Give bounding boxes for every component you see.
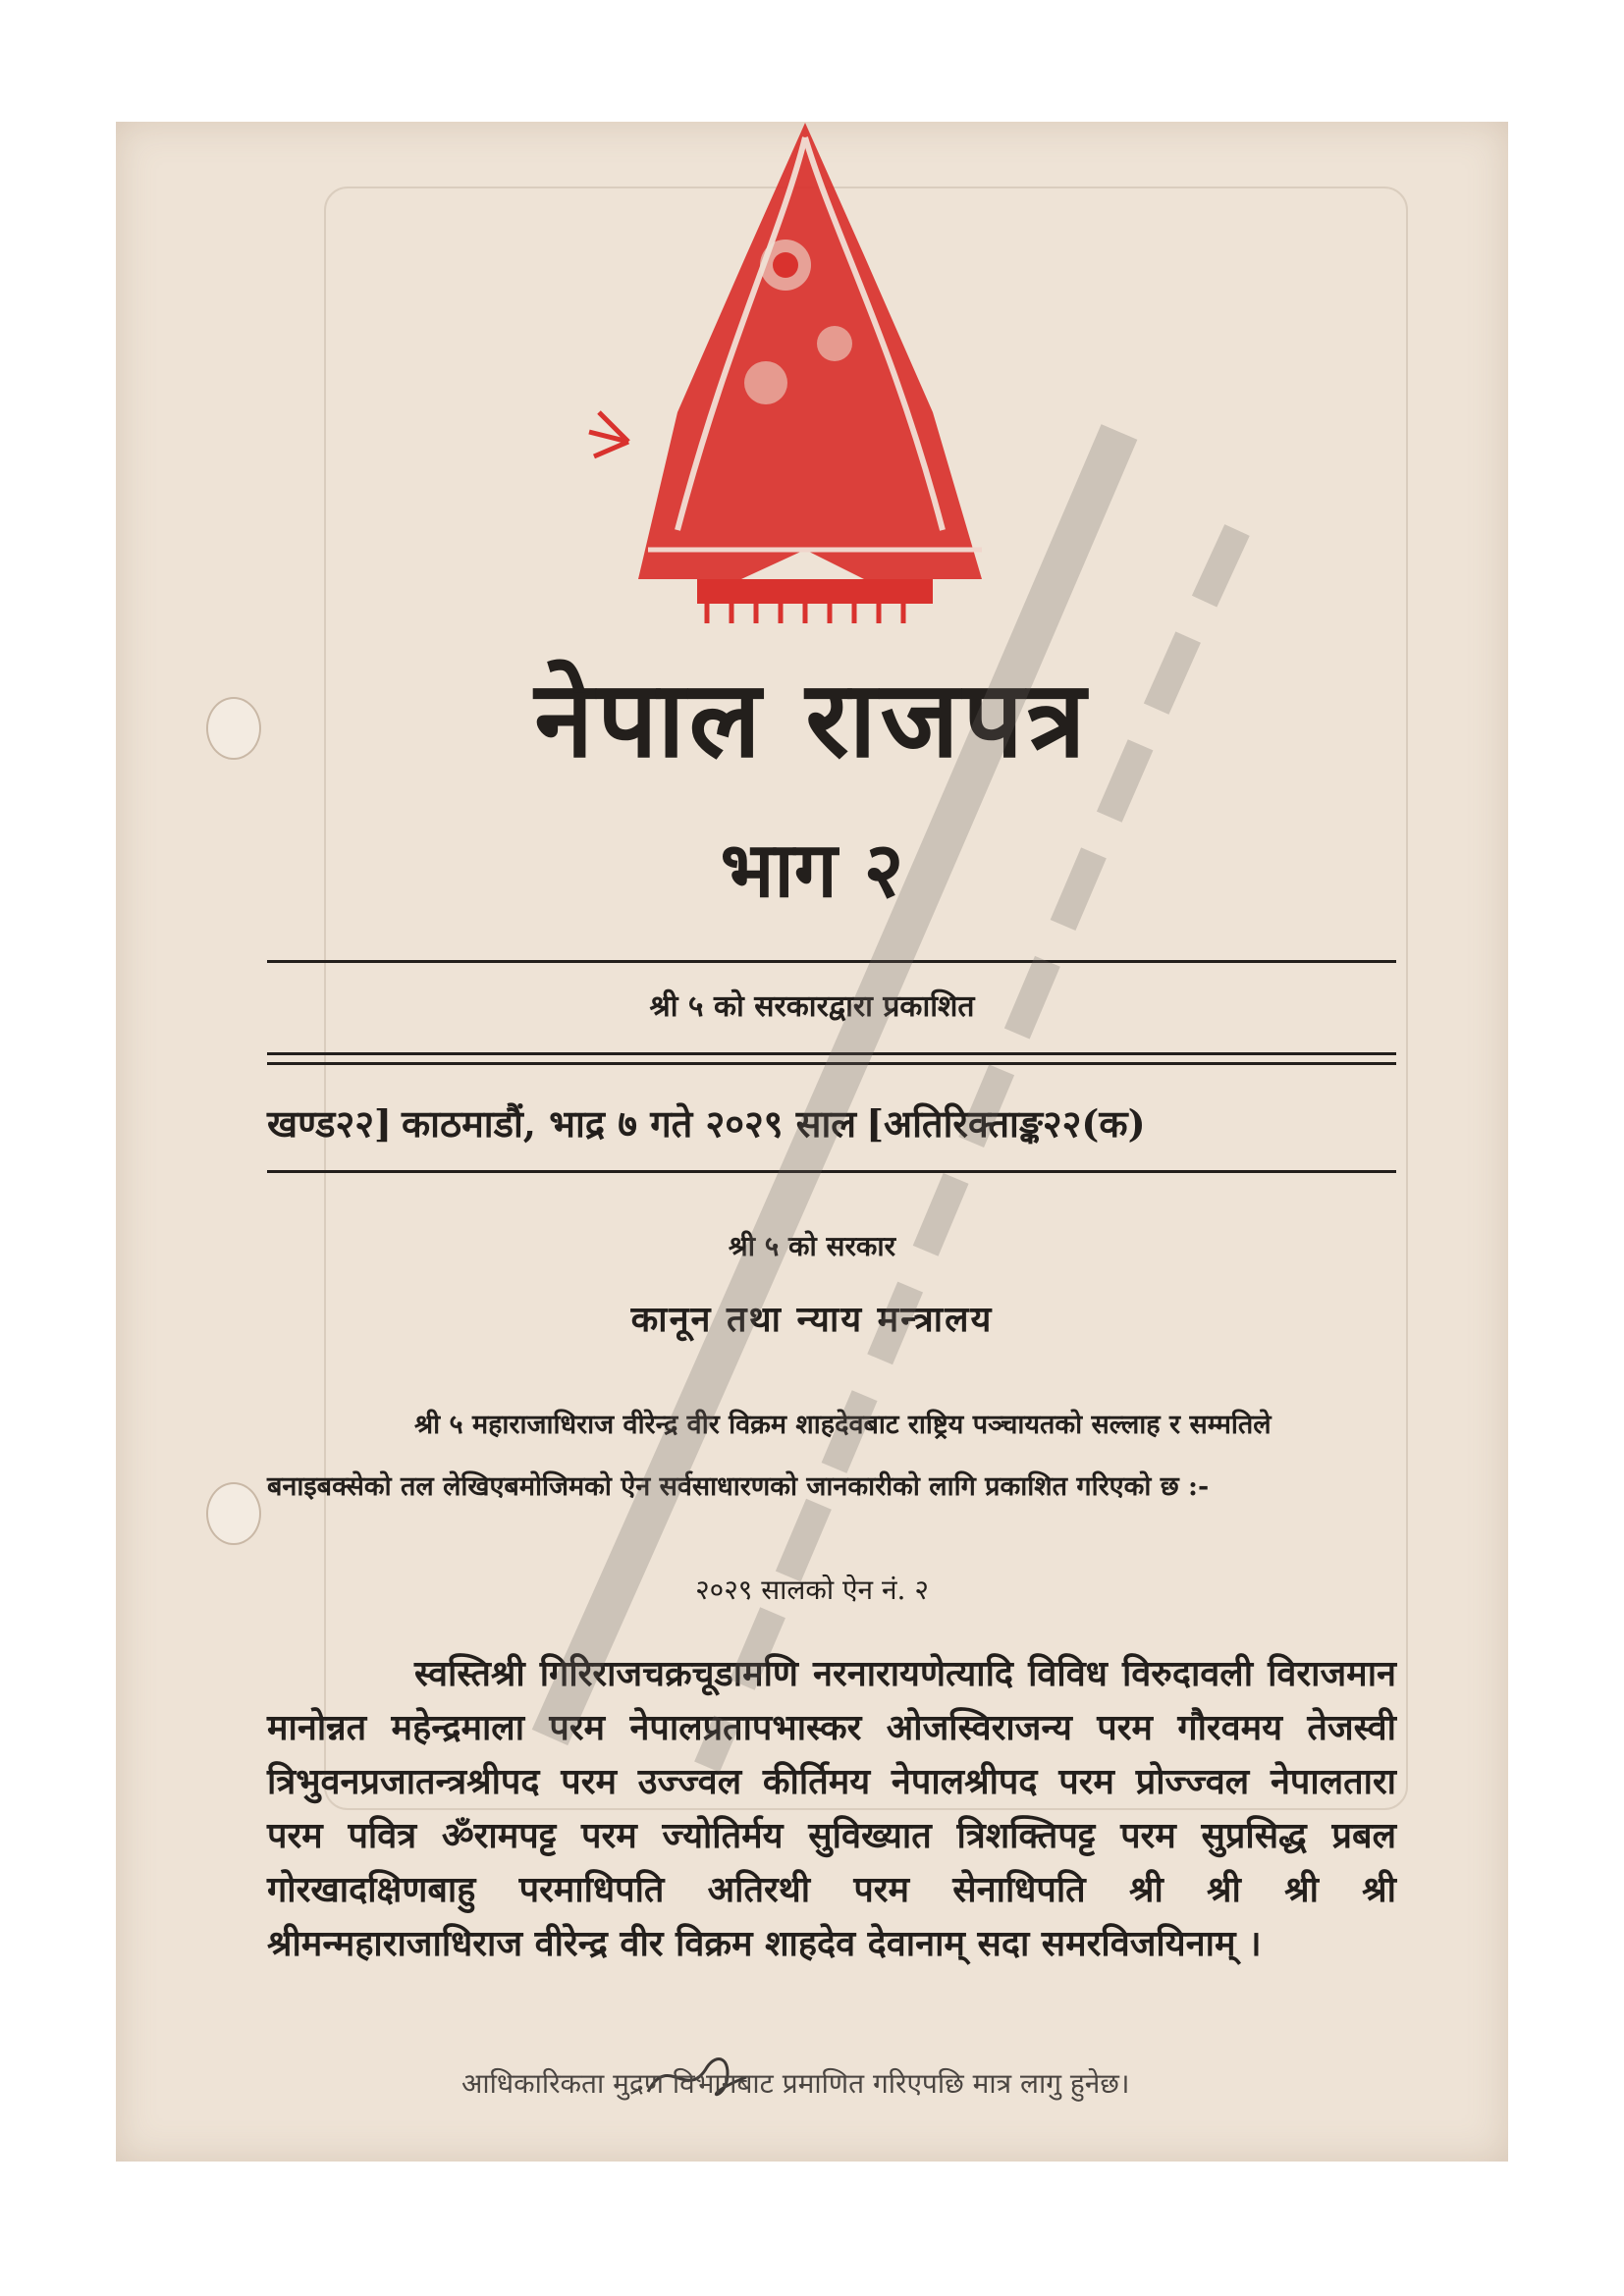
- volume-number: खण्ड२२]: [267, 1101, 392, 1146]
- note-text: आधिकारिकता मुद्रण विभागबाट प्रमाणित गरिएपछि मात्र लागु हुनेछ।: [461, 2067, 1130, 2100]
- act-number: २०२९ सालको ऐन नं. २: [695, 1574, 929, 1606]
- punch-hole: [206, 1482, 261, 1545]
- issue-date: काठमाडौं, भाद्र ७ गते २०२९ साल: [401, 1101, 857, 1146]
- publisher-line: श्री ५ को सरकारद्वारा प्रकाशित: [649, 989, 975, 1024]
- ministry-name: कानून तथा न्याय मन्त्रालय: [630, 1299, 994, 1340]
- government-line: श्री ५ को सरकार: [728, 1230, 896, 1262]
- watermark-stamp-icon: [412, 412, 1296, 1787]
- preamble-text: स्वस्तिश्री गिरिराजचक्रचूडामणि नरनारायणेत्यादि विविध विरुदावली विराजमान मानोन्नत महेन्द्रमाला परम नेपालप्रतापभास्कर ओजस्विराजन्य परम गौरवमय तेजस्वी त्रिभुवनप्रजातन्त्रश्रीपद परम उज्ज्वल कीर्तिमय नेपालश्रीपद परम प्रोज्ज्वल नेपालतारा परम पवित्र ॐरामपट्ट परम ज्योतिर्मय सुविख्यात त्रिशक्तिपट्ट परम सुप्रसिद्ध प्रबल गोरखादक्षिणबाहु परमाधिपति अतिरथी परम सेनाधिपति श्री श्री श्री श्री श्रीमन्महाराजाधिराज वीरेन्द्र वीर विक्रम शाहदेव देवानाम् सदा समरविजयिनाम् ।: [267, 1653, 1396, 1964]
- intro-text: श्री ५ महाराजाधिराज वीरेन्द्र वीर विक्रम शाहदेवबाट राष्ट्रिय पञ्चायतको सल्लाह र सम्मतिले बनाइबक्सेको तल लेखिएबमोजिमको ऐन सर्वसाधारणको जानकारीको लागि प्रकाशित गरिएको छ :-: [267, 1410, 1272, 1502]
- extraordinary-number: [अतिरिक्ताङ्क२२(क): [866, 1101, 1146, 1146]
- part-number: भाग २: [720, 826, 904, 915]
- gazette-title: नेपाल राजपत्र: [534, 658, 1090, 781]
